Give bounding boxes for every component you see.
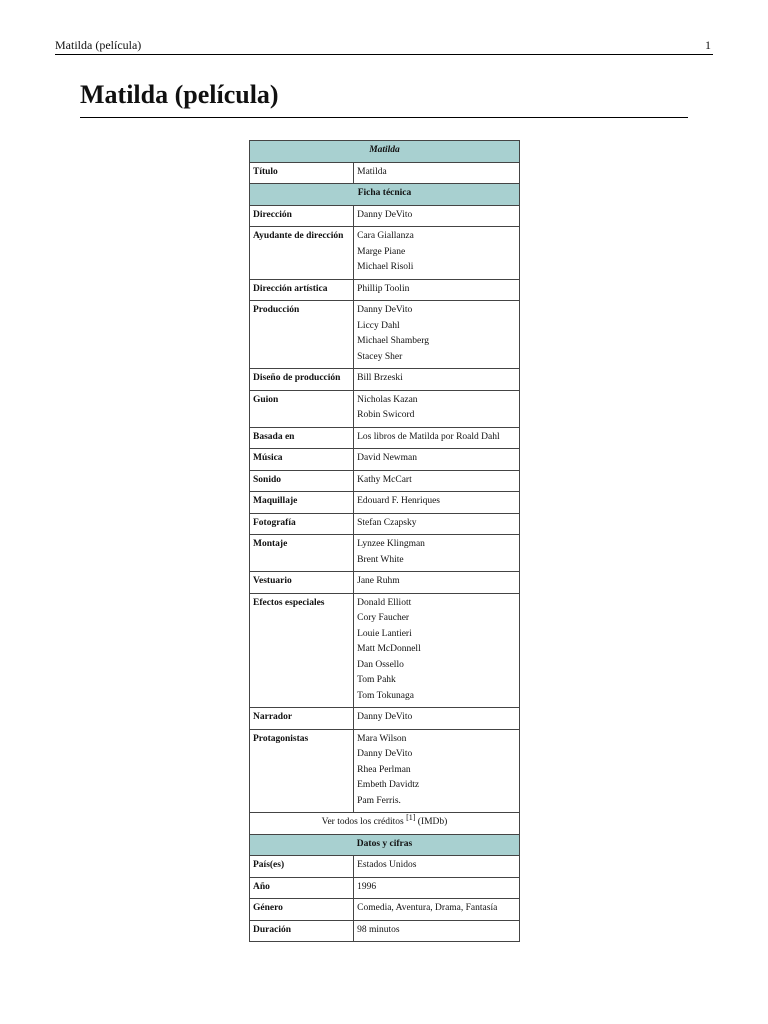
row-label: Basada en: [250, 427, 354, 449]
row-value: [354, 729, 520, 813]
infobox-header-row: [250, 141, 520, 163]
value-line: Tom Tokunaga: [357, 690, 414, 701]
row-value: [354, 899, 520, 921]
row-value: [354, 877, 520, 899]
page-title: Matilda (película): [80, 78, 688, 118]
value-line: Stacey Sher: [357, 351, 403, 362]
value-line: Danny DeVito: [357, 749, 413, 759]
section-header-row: [250, 834, 520, 856]
infobox-row: [250, 205, 520, 227]
row-label: Año: [250, 877, 354, 899]
value-line: Embeth Davidtz: [357, 780, 420, 790]
reference-link[interactable]: [1]: [406, 813, 416, 822]
row-value: [354, 470, 520, 492]
row-label: Fotografía: [250, 513, 354, 535]
running-head: [55, 37, 713, 55]
value-line: Phillip Toolin: [357, 283, 410, 294]
infobox-row: [250, 877, 520, 899]
value-line: Danny DeVito: [357, 712, 413, 722]
value-line: Robin Swicord: [357, 410, 415, 420]
value-line: Los libros de Matilda por Roald Dahl: [357, 431, 500, 442]
row-label: Vestuario: [250, 572, 354, 594]
row-value: [354, 535, 520, 572]
infobox-row: [250, 369, 520, 391]
infobox-row: [250, 449, 520, 471]
row-value: [354, 513, 520, 535]
row-value: [354, 492, 520, 514]
value-line: Stefan Czapsky: [357, 517, 417, 528]
row-label: Ayudante de dirección: [250, 227, 354, 280]
value-line: Danny DeVito: [357, 209, 413, 220]
row-value: [354, 427, 520, 449]
value-line: Comedia, Aventura, Drama, Fantasía: [357, 903, 498, 913]
row-value: [354, 227, 520, 280]
row-label: Producción: [250, 301, 354, 369]
infobox-row-titulo: [250, 162, 520, 184]
row-value: [354, 572, 520, 594]
infobox-row: [250, 301, 520, 369]
row-label: Género: [250, 899, 354, 921]
infobox-body: [250, 141, 520, 942]
value-line: David Newman: [357, 453, 418, 463]
infobox-row: [250, 572, 520, 594]
row-label: Diseño de producción: [250, 369, 354, 391]
credits-cell: [250, 813, 520, 835]
page-number: 1: [705, 38, 711, 52]
value-line: Cara Giallanza: [357, 231, 414, 241]
infobox-row: [250, 279, 520, 301]
row-label: País(es): [250, 856, 354, 878]
section-header-ficha-tecnica: Ficha técnica: [250, 184, 520, 206]
value-line: Michael Shamberg: [357, 336, 429, 346]
value-line: Edouard F. Henriques: [357, 496, 440, 506]
value-line: Jane Ruhm: [357, 576, 400, 586]
row-value: [354, 449, 520, 471]
row-label: Duración: [250, 920, 354, 942]
row-value: [354, 279, 520, 301]
section-header-datos-cifras: Datos y cifras: [250, 834, 520, 856]
value-line: Donald Elliott: [357, 597, 412, 608]
value-line: Liccy Dahl: [357, 320, 400, 331]
value-line: Rhea Perlman: [357, 764, 411, 775]
infobox-row: [250, 535, 520, 572]
credits-row: [250, 813, 520, 835]
value-line: Kathy McCart: [357, 474, 412, 485]
row-label: Dirección artística: [250, 279, 354, 301]
credits-text: Ver todos los créditos: [321, 817, 404, 827]
infobox-row: [250, 390, 520, 427]
value-line: Marge Piane: [357, 246, 406, 257]
infobox-row: [250, 427, 520, 449]
row-label: Sonido: [250, 470, 354, 492]
row-value: [354, 369, 520, 391]
value-line: Matt McDonnell: [357, 644, 421, 654]
infobox-row: [250, 593, 520, 708]
value-line: Mara Wilson: [357, 733, 407, 744]
value-line: Dan Ossello: [357, 659, 404, 670]
value-line: Tom Pahk: [357, 675, 396, 685]
row-label: Efectos especiales: [250, 593, 354, 708]
value-line: Cory Faucher: [357, 613, 410, 623]
row-label: Música: [250, 449, 354, 471]
row-value: [354, 708, 520, 730]
row-value: [354, 301, 520, 369]
infobox-row: [250, 470, 520, 492]
infobox-row: [250, 856, 520, 878]
row-value: [354, 920, 520, 942]
infobox-row: [250, 227, 520, 280]
running-head-title: Matilda (película): [55, 38, 142, 52]
row-label: Dirección: [250, 205, 354, 227]
row-label: Título: [250, 162, 354, 184]
infobox-row: [250, 708, 520, 730]
value-line: Danny DeVito: [357, 305, 413, 315]
row-value: [354, 593, 520, 708]
value-line: Nicholas Kazan: [357, 394, 418, 405]
value-line: Lynzee Klingman: [357, 539, 425, 549]
imdb-link[interactable]: (IMDb): [417, 817, 448, 827]
value-line: 1996: [357, 881, 377, 892]
section-header-row: [250, 184, 520, 206]
row-value: Matilda: [354, 162, 520, 184]
value-line: Estados Unidos: [357, 860, 417, 870]
infobox-row: [250, 920, 520, 942]
infobox-row: [250, 899, 520, 921]
row-label: Narrador: [250, 708, 354, 730]
infobox-table: [249, 140, 520, 942]
row-label: Guion: [250, 390, 354, 427]
infobox-row: [250, 513, 520, 535]
value-line: Michael Risoli: [357, 262, 414, 272]
row-value: [354, 205, 520, 227]
infobox-row: [250, 729, 520, 813]
row-label: Montaje: [250, 535, 354, 572]
value-line: Bill Brzeski: [357, 373, 403, 383]
row-value: [354, 390, 520, 427]
infobox-row: [250, 492, 520, 514]
value-line: Louie Lantieri: [357, 628, 412, 639]
infobox-header: Matilda: [250, 141, 520, 163]
value-line: 98 minutos: [357, 924, 400, 935]
row-label: Protagonistas: [250, 729, 354, 813]
value-line: Brent White: [357, 554, 404, 565]
row-label: Maquillaje: [250, 492, 354, 514]
value-line: Pam Ferris.: [357, 795, 401, 806]
row-value: [354, 856, 520, 878]
